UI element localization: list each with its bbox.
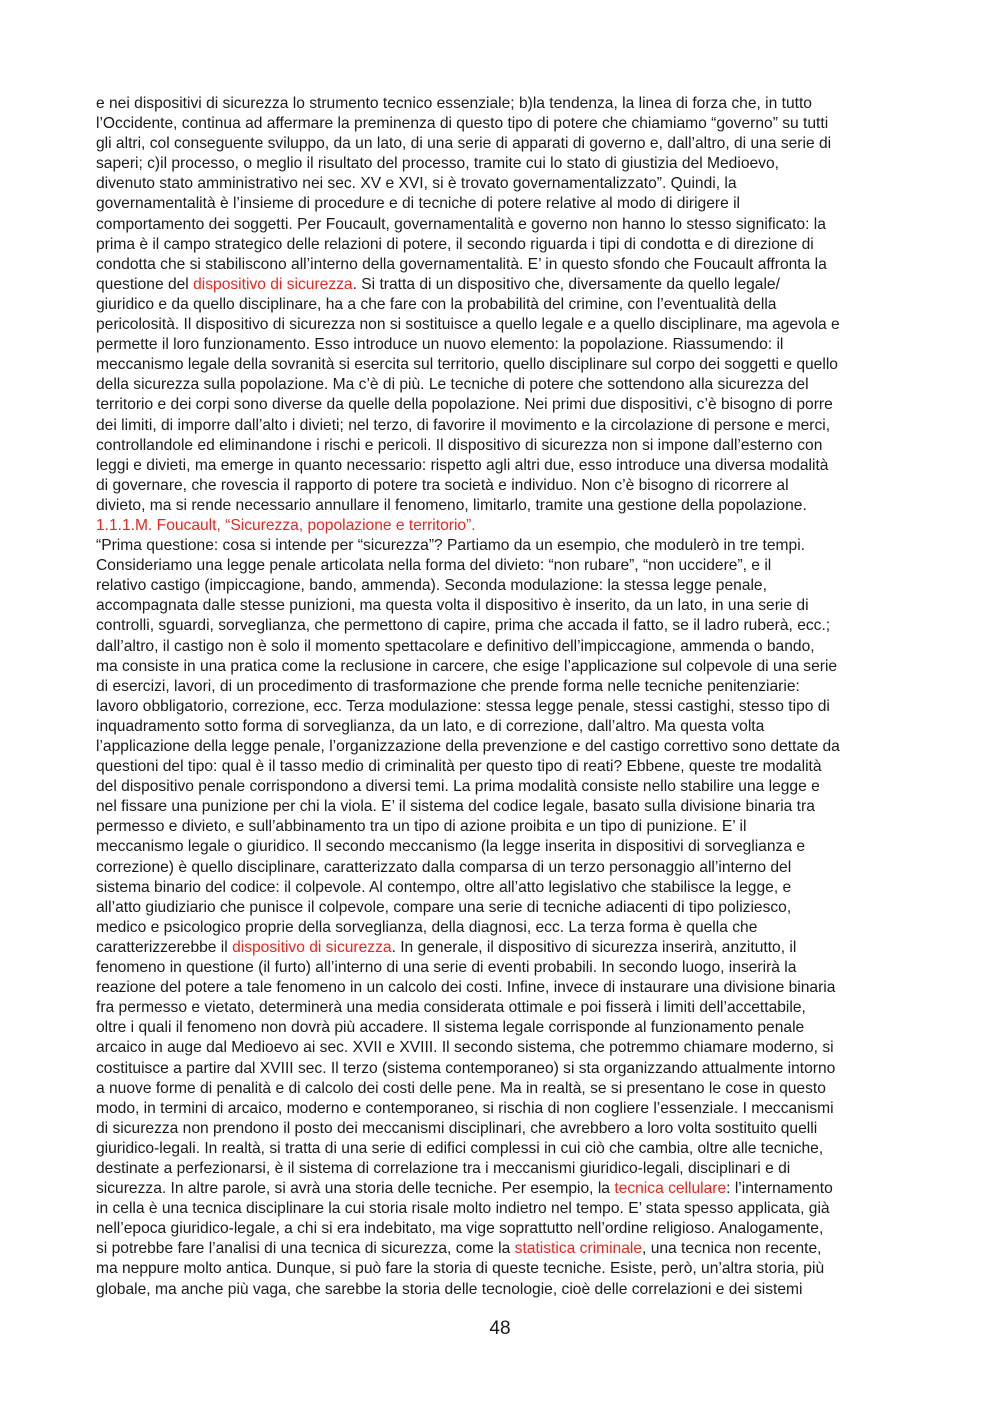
text-line (96, 174, 902, 194)
text-line (96, 235, 902, 255)
text-run: saperi; c)il processo, o meglio il risultato del processo, tramite cui lo stato di giustizia del Medioevo, (96, 155, 779, 173)
text-run: “Prima questione: cosa si intende per “sicurezza”? Partiamo da un esempio, che modulerò in tre tempi. (96, 537, 805, 555)
text-run: meccanismo legale o giuridico. Il secondo meccanismo (la legge inserita in dispositivi di sorveglianza e (96, 838, 805, 856)
text-line (96, 1079, 902, 1099)
text-line (96, 837, 902, 857)
text-line (96, 978, 902, 998)
text-run: questione del (96, 275, 194, 293)
text-run: relativo castigo (impiccagione, bando, ammenda). Seconda modulazione: la stessa legge penale, (96, 577, 767, 595)
text-line (96, 637, 902, 657)
text-line (96, 496, 902, 516)
text-line (96, 1018, 902, 1038)
text-run: giuridico e da quello disciplinare, ha a che fare con la probabilità del crimine, con l’eventualità della (96, 295, 777, 313)
text-line (96, 114, 902, 134)
text-run: gli altri, col conseguente sviluppo, da un lato, di una serie di apparati di governo e, dall’altro, di una serie di (96, 135, 832, 153)
text-run: nell’epoca giuridico-legale, a chi si era indebitato, ma vige soprattutto nell’ordine religioso. Analogamente, (96, 1220, 824, 1238)
text-line (96, 1259, 902, 1279)
text-line (96, 315, 902, 335)
text-line (96, 878, 902, 898)
text-run: sistema binario del codice: il colpevole. Al contempo, oltre all’atto legislativo che stabilisce la legge, e (96, 878, 792, 896)
text-line (96, 476, 902, 496)
highlighted-term: statistica criminale (514, 1240, 643, 1258)
text-line (96, 375, 902, 395)
text-run: ma neppure molto antica. Dunque, si può fare la storia di queste tecniche. Esiste, però, un’altra storia, più (96, 1260, 825, 1278)
text-line (96, 717, 902, 737)
text-line (96, 1159, 902, 1179)
text-run: permesso e divieto, e sull’abbinamento tra un tipo di azione proibita e un tipo di punizione. E’ il (96, 818, 747, 836)
text-run: leggi e divieti, ma emerge in quanto necessario: rispetto agli altri due, esso introduce una diversa modalità (96, 456, 829, 474)
text-run: comportamento dei soggetti. Per Foucault, governamentalità e governo non hanno lo stesso significato: la (96, 215, 826, 233)
text-line (96, 154, 902, 174)
text-run: di sicurezza non prendono il posto dei meccanismi disciplinari, che avrebbero a loro volta sostituito quelli (96, 1119, 818, 1137)
text-run: globale, ma anche più vaga, che sarebbe la storia delle tecnologie, cioè delle correlazioni e dei sistemi (96, 1280, 803, 1298)
text-line (96, 657, 902, 677)
text-line (96, 596, 902, 616)
text-run: fenomeno in questione (il furto) all’interno di una serie di eventi probabili. In secondo luogo, inserirà la (96, 959, 797, 977)
text-line (96, 456, 902, 476)
text-line (96, 817, 902, 837)
text-line (96, 616, 902, 636)
text-run: e nei dispositivi di sicurezza lo strumento tecnico essenziale; b)la tendenza, la linea di forza che, in tutto (96, 95, 812, 112)
text-run: all’atto giudiziario che punisce il colpevole, compare una serie di tecniche adiacenti di tipo poliziesco, (96, 898, 792, 916)
text-run: nel fissare una punizione per chi la viola. E’ il sistema del codice legale, basato sulla divisione binaria tra (96, 798, 815, 816)
text-run: lavoro obbligatorio, correzione, ecc. Terza modulazione: stessa legge penale, stessi castighi, stesso tipo di (96, 697, 830, 715)
text-line (96, 1179, 902, 1199)
text-run: condotta che si stabiliscono all’interno della governamentalità. E’ in questo sfondo che Foucault affronta la (96, 255, 827, 273)
text-run: . In generale, il dispositivo di sicurezza inserirà, anzitutto, il (391, 938, 797, 956)
text-run: prima è il campo strategico delle relazioni di potere, il secondo riguarda i tipi di condotta e di direzione di (96, 235, 814, 253)
text-line (96, 295, 902, 315)
text-line (96, 556, 902, 576)
text-line (96, 1199, 902, 1219)
text-run: giuridico-legali. In realtà, si tratta di una serie di edifici complessi in cui ciò che cambia, oltre alle tecniche, (96, 1139, 824, 1157)
text-run: della sicurezza sulla popolazione. Ma c’è di più. Le tecniche di potere che sottendono alla sicurezza del (96, 376, 809, 394)
highlighted-term: 1.1.1.M. Foucault, “Sicurezza, popolazione e territorio”. (96, 516, 476, 534)
text-line (96, 215, 902, 235)
text-run: correzione) è quello disciplinare, caratterizzato dalla comparsa di un terzo personaggio all’interno del (96, 858, 792, 876)
text-run: oltre i quali il fenomeno non dovrà più accadere. Il sistema legale corrisponde al funzionamento penale (96, 1019, 805, 1037)
highlighted-term: dispositivo di sicurezza (193, 275, 353, 293)
text-line (96, 134, 902, 154)
text-run: ma consiste in una pratica come la reclusione in carcere, che esige l’applicazione sul colpevole di una serie (96, 657, 838, 675)
text-run: controllandole ed eliminandone i rischi e pericoli. Il dispositivo di sicurezza non si impone dall’esterno con (96, 436, 823, 454)
text-line (96, 1139, 902, 1159)
page-number: 48 (489, 1318, 511, 1339)
text-line (96, 677, 902, 697)
text-line (96, 1059, 902, 1079)
text-line (96, 1280, 902, 1300)
text-line (96, 918, 902, 938)
text-line (96, 998, 902, 1018)
text-line (96, 777, 902, 797)
text-run: destinate a perfezionarsi, è il sistema di correlazione tra i meccanismi giuridico-legali, disciplinari e di (96, 1159, 791, 1177)
text-line (96, 1119, 902, 1139)
text-line (96, 1239, 902, 1259)
text-run: inquadramento sotto forma di sorveglianza, da un lato, e di correzione, dall’altro. Ma questa volta (96, 717, 765, 735)
text-run: del dispositivo penale corrispondono a diversi temi. La prima modalità consiste nello stabilire una legge e (96, 778, 820, 796)
body-text (96, 94, 902, 1300)
text-line (96, 898, 902, 918)
text-line (96, 797, 902, 817)
text-line (96, 958, 902, 978)
highlighted-term: dispositivo di sicurezza (232, 938, 392, 956)
text-run: accompagnata dalle stesse punizioni, ma questa volta il dispositivo è inserito, da un lato, in una serie di (96, 597, 809, 615)
text-run: reazione del potere a tale fenomeno in un calcolo dei costi. Infine, invece di instaurare una divisione binaria (96, 979, 836, 997)
text-run: l’applicazione della legge penale, l’organizzazione della prevenzione e del castigo correttivo sono dettate da (96, 738, 840, 755)
text-run: , una tecnica non recente, (642, 1240, 822, 1258)
text-line (96, 416, 902, 436)
text-run: di esercizi, lavori, di un procedimento di trasformazione che prende forma nelle tecniche penitenziarie: (96, 677, 800, 695)
text-run: costituisce a partire dal XVIII sec. Il terzo (sistema contemporaneo) si sta organizzando attualmente intorno (96, 1059, 836, 1077)
text-line (96, 1038, 902, 1058)
text-run: territorio e dei corpi sono diverse da quelle della popolazione. Nei primi due dispositivi, c’è bisogno di porre (96, 396, 833, 414)
text-run: arcaico in auge dal Medioevo ai sec. XVII e XVIII. Il secondo sistema, che potremmo chiamare moderno, si (96, 1039, 834, 1057)
text-run: divenuto stato amministrativo nei sec. XV e XVI, si è trovato governamentalizzato”. Quindi, la (96, 175, 737, 193)
text-run: si potrebbe fare l’analisi di una tecnica di sicurezza, come la (96, 1240, 515, 1258)
text-line (96, 436, 902, 456)
text-run: fra permesso e vietato, determinerà una media considerata ottimale e poi fisserà i limiti dell’accettabile, (96, 999, 806, 1017)
text-run: questioni del tipo: qual è il tasso medio di criminalità per questo tipo di reati? Ebbene, queste tre modalità (96, 758, 822, 776)
text-run: governamentalità è l’insieme di procedure e di tecniche di potere relative al modo di dirigere il (96, 195, 741, 213)
text-line (96, 757, 902, 777)
text-run: controlli, sguardi, sorveglianza, che permettono di capire, prima che accada il fatto, se il ladro ruberà, ecc.; (96, 617, 831, 635)
text-run: in cella è una tecnica disciplinare la cui storia risale molto indietro nel tempo. E’ stata spesso applicata, già (96, 1200, 830, 1218)
highlighted-term: tecnica cellulare (614, 1180, 727, 1198)
text-line (96, 1099, 902, 1119)
text-run: permette il loro funzionamento. Esso introduce un nuovo elemento: la popolazione. Riassumendo: il (96, 336, 784, 354)
text-run: sicurezza. In altre parole, si avrà una storia delle tecniche. Per esempio, la (96, 1180, 615, 1198)
text-line (96, 1219, 902, 1239)
text-run: Consideriamo una legge penale articolata nella forma del divieto: “non rubare”, “non uccidere”, e il (96, 557, 772, 575)
text-line (96, 697, 902, 717)
text-run: divieto, ma si rende necessario annullare il fenomeno, limitarlo, tramite una gestione della popolazione. (96, 496, 807, 514)
text-line (96, 275, 902, 295)
text-line (96, 395, 902, 415)
text-line (96, 536, 902, 556)
text-line (96, 255, 902, 275)
text-run: a nuove forme di penalità e di calcolo dei costi delle pene. Ma in realtà, se si presentano le cose in questo (96, 1079, 826, 1097)
text-line (96, 737, 902, 757)
text-line (96, 858, 902, 878)
text-run: l’Occidente, continua ad affermare la preminenza di questo tipo di potere che chiamiamo “governo” su tutti (96, 115, 829, 133)
text-run: : l’internamento (726, 1180, 833, 1198)
text-line (96, 938, 902, 958)
text-run: dei limiti, di imporre dall’alto i divieti; nel terzo, di favorire il movimento e la circolazione di persone e merci, (96, 416, 831, 434)
text-line (96, 194, 902, 214)
text-line (96, 516, 902, 536)
text-line (96, 576, 902, 596)
text-line (96, 355, 902, 375)
text-run: pericolosità. Il dispositivo di sicurezza non si sostituisce a quello legale e a quello disciplinare, ma agevola e (96, 316, 840, 334)
text-run: meccanismo legale della sovranità si esercita sul territorio, quello disciplinare sul corpo dei soggetti e quello (96, 356, 838, 374)
text-run: caratterizzerebbe il (96, 938, 233, 956)
text-run: medico e psicologico proprie della sorveglianza, della diagnosi, ecc. La terza forma è quella che (96, 918, 758, 936)
text-run: di governare, che rovescia il rapporto di potere tra società e individuo. Non c’è bisogno di ricorrere al (96, 476, 789, 494)
text-run: . Si tratta di un dispositivo che, diversamente da quello legale/ (352, 275, 780, 293)
text-run: modo, in termini di arcaico, moderno e contemporaneo, si rischia di non cogliere l’essenziale. I meccanismi (96, 1099, 834, 1117)
text-line (96, 94, 902, 114)
text-run: dall’altro, il castigo non è solo il momento spettacolare e definitivo dell’impiccagione, ammenda o bando, (96, 637, 815, 655)
text-line (96, 335, 902, 355)
